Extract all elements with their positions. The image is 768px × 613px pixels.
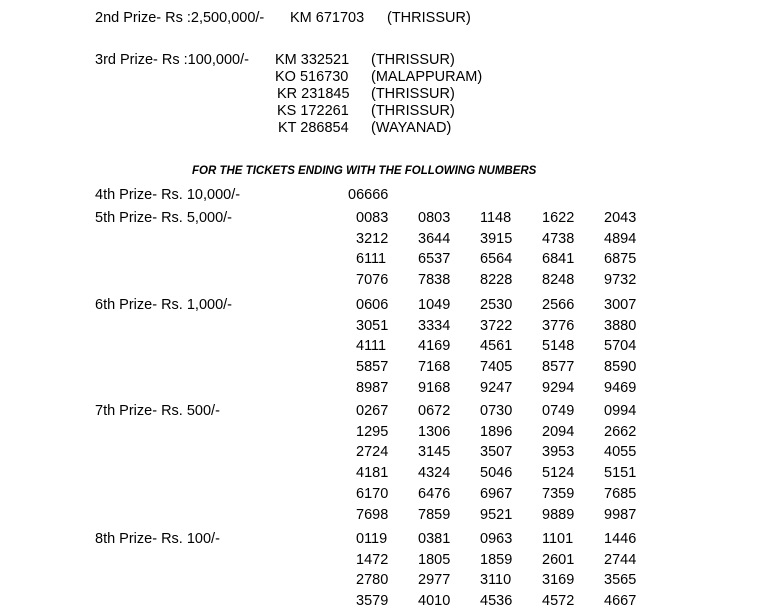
ticket-ending-number: 5857: [356, 359, 389, 375]
third-prize-place: (THRISSUR): [371, 103, 455, 119]
ticket-ending-number: 3953: [542, 444, 575, 460]
ticket-ending-number: 1446: [604, 531, 637, 547]
ticket-ending-number: 4324: [418, 465, 451, 481]
ticket-ending-number: 0672: [418, 403, 451, 419]
ticket-ending-number: 0083: [356, 210, 389, 226]
ticket-ending-number: 4111: [356, 338, 387, 354]
ticket-ending-number: 1306: [418, 424, 451, 440]
ticket-ending-number: 7405: [480, 359, 513, 375]
ticket-ending-number: 0606: [356, 297, 389, 313]
ticket-ending-number: 4561: [480, 338, 513, 354]
ticket-ending-number: 5704: [604, 338, 637, 354]
ending-numbers-heading: FOR THE TICKETS ENDING WITH THE FOLLOWING NUMBERS: [192, 165, 537, 177]
ticket-ending-number: 3051: [356, 318, 389, 334]
fourth-prize-number: 06666: [348, 187, 389, 203]
ticket-ending-number: 9521: [480, 507, 513, 523]
ticket-ending-number: 0119: [356, 531, 388, 547]
seventh-prize-label: 7th Prize- Rs. 500/-: [95, 403, 220, 419]
ticket-ending-number: 8987: [356, 380, 389, 396]
ticket-ending-number: 6564: [480, 251, 513, 267]
ticket-ending-number: 1805: [418, 552, 451, 568]
third-prize-place: (THRISSUR): [371, 86, 455, 102]
ticket-ending-number: 6476: [418, 486, 451, 502]
ticket-ending-number: 3722: [480, 318, 513, 334]
ticket-ending-number: 9168: [418, 380, 451, 396]
ticket-ending-number: 6841: [542, 251, 575, 267]
ticket-ending-number: 3007: [604, 297, 637, 313]
ticket-ending-number: 3145: [418, 444, 451, 460]
third-prize-place: (WAYANAD): [371, 120, 452, 136]
ticket-ending-number: 6875: [604, 251, 637, 267]
ticket-ending-number: 7685: [604, 486, 637, 502]
third-prize-ticket: KR 231845: [277, 86, 350, 102]
ticket-ending-number: 3915: [480, 231, 513, 247]
ticket-ending-number: 4010: [418, 593, 451, 609]
ticket-ending-number: 0803: [418, 210, 451, 226]
ticket-ending-number: 1101: [542, 531, 574, 547]
ticket-ending-number: 4181: [356, 465, 389, 481]
ticket-ending-number: 3565: [604, 572, 637, 588]
ticket-ending-number: 7359: [542, 486, 575, 502]
ticket-ending-number: 4738: [542, 231, 575, 247]
ticket-ending-number: 3579: [356, 593, 389, 609]
ticket-ending-number: 9889: [542, 507, 575, 523]
ticket-ending-number: 6967: [480, 486, 513, 502]
ticket-ending-number: 8228: [480, 272, 513, 288]
ticket-ending-number: 2530: [480, 297, 513, 313]
eighth-prize-label: 8th Prize- Rs. 100/-: [95, 531, 220, 547]
second-prize-ticket: KM 671703: [290, 10, 365, 26]
ticket-ending-number: 4894: [604, 231, 637, 247]
ticket-ending-number: 0963: [480, 531, 513, 547]
second-prize-label: 2nd Prize- Rs :2,500,000/-: [95, 10, 265, 26]
ticket-ending-number: 1295: [356, 424, 389, 440]
ticket-ending-number: 2724: [356, 444, 389, 460]
ticket-ending-number: 5151: [604, 465, 637, 481]
ticket-ending-number: 0267: [356, 403, 389, 419]
ticket-ending-number: 1859: [480, 552, 513, 568]
ticket-ending-number: 3644: [418, 231, 451, 247]
ticket-ending-number: 1622: [542, 210, 575, 226]
ticket-ending-number: 0994: [604, 403, 637, 419]
third-prize-place: (THRISSUR): [371, 52, 455, 68]
ticket-ending-number: 8577: [542, 359, 575, 375]
fourth-prize-label: 4th Prize- Rs. 10,000/-: [95, 187, 241, 203]
ticket-ending-number: 2780: [356, 572, 389, 588]
ticket-ending-number: 2601: [542, 552, 575, 568]
ticket-ending-number: 8248: [542, 272, 575, 288]
ticket-ending-number: 4169: [418, 338, 451, 354]
second-prize-place: (THRISSUR): [387, 10, 471, 26]
third-prize-ticket: KO 516730: [275, 69, 349, 85]
third-prize-ticket: KM 332521: [275, 52, 350, 68]
ticket-ending-number: 3507: [480, 444, 513, 460]
ticket-ending-number: 5046: [480, 465, 513, 481]
ticket-ending-number: 3334: [418, 318, 451, 334]
ticket-ending-number: 5148: [542, 338, 575, 354]
ticket-ending-number: 3776: [542, 318, 575, 334]
ticket-ending-number: 4055: [604, 444, 637, 460]
ticket-ending-number: 1472: [356, 552, 389, 568]
ticket-ending-number: 9732: [604, 272, 637, 288]
ticket-ending-number: 9987: [604, 507, 637, 523]
ticket-ending-number: 1148: [480, 210, 512, 226]
ticket-ending-number: 9469: [604, 380, 637, 396]
ticket-ending-number: 6111: [356, 251, 387, 267]
ticket-ending-number: 6537: [418, 251, 451, 267]
ticket-ending-number: 7698: [356, 507, 389, 523]
ticket-ending-number: 7168: [418, 359, 451, 375]
ticket-ending-number: 4667: [604, 593, 637, 609]
ticket-ending-number: 2043: [604, 210, 637, 226]
ticket-ending-number: 2662: [604, 424, 637, 440]
ticket-ending-number: 3880: [604, 318, 637, 334]
third-prize-label: 3rd Prize- Rs :100,000/-: [95, 52, 249, 68]
ticket-ending-number: 2094: [542, 424, 575, 440]
ticket-ending-number: 4536: [480, 593, 513, 609]
ticket-ending-number: 0749: [542, 403, 575, 419]
ticket-ending-number: 9294: [542, 380, 575, 396]
fifth-prize-label: 5th Prize- Rs. 5,000/-: [95, 210, 232, 226]
ticket-ending-number: 0381: [418, 531, 451, 547]
ticket-ending-number: 2977: [418, 572, 451, 588]
ticket-ending-number: 3110: [480, 572, 512, 588]
ticket-ending-number: 7838: [418, 272, 451, 288]
ticket-ending-number: 8590: [604, 359, 637, 375]
ticket-ending-number: 3169: [542, 572, 575, 588]
ticket-ending-number: 1049: [418, 297, 451, 313]
ticket-ending-number: 0730: [480, 403, 513, 419]
ticket-ending-number: 9247: [480, 380, 513, 396]
ticket-ending-number: 7859: [418, 507, 451, 523]
sixth-prize-label: 6th Prize- Rs. 1,000/-: [95, 297, 232, 313]
ticket-ending-number: 1896: [480, 424, 513, 440]
third-prize-ticket: KT 286854: [278, 120, 349, 136]
ticket-ending-number: 3212: [356, 231, 389, 247]
third-prize-ticket: KS 172261: [277, 103, 349, 119]
ticket-ending-number: 2566: [542, 297, 575, 313]
ticket-ending-number: 5124: [542, 465, 575, 481]
ticket-ending-number: 7076: [356, 272, 389, 288]
ticket-ending-number: 6170: [356, 486, 389, 502]
ticket-ending-number: 2744: [604, 552, 637, 568]
ticket-ending-number: 4572: [542, 593, 575, 609]
third-prize-place: (MALAPPURAM): [371, 69, 483, 85]
